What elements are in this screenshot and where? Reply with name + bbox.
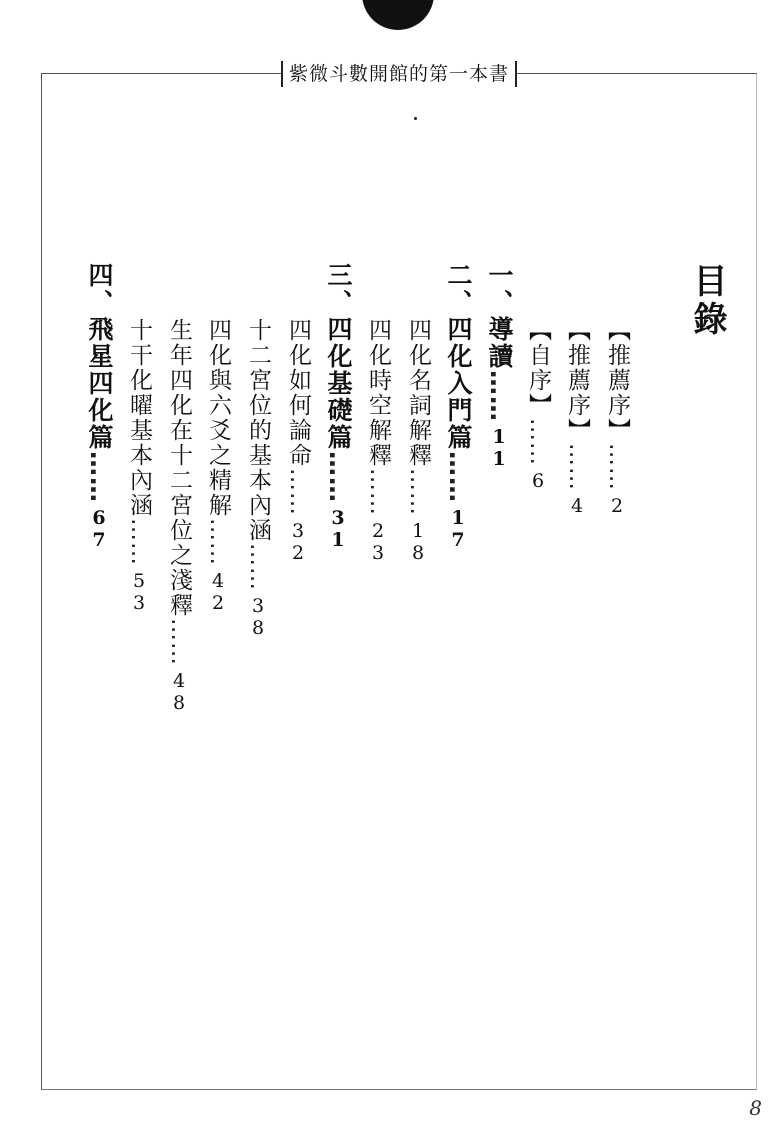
toc-entry-preface[interactable]: [523, 318, 553, 492]
toc-page-number: 48: [168, 670, 190, 714]
toc-page-number: 11: [488, 426, 510, 470]
toc-entry-section[interactable]: [363, 318, 393, 564]
toc-leader: ……: [604, 443, 630, 491]
toc-entry-label: 四、飛星四化篇: [85, 262, 114, 451]
toc-leader: ……: [245, 543, 271, 591]
toc-leader: ……: [126, 518, 152, 566]
toc-page-number: 67: [88, 507, 110, 551]
toc-leader: ……: [405, 468, 431, 516]
toc-page-number: 6: [527, 470, 549, 492]
toc-leader: ……: [166, 618, 192, 666]
toc-entry-label: 二、四化入門篇: [444, 262, 473, 451]
toc-entry-label: 生年四化在十二宮位之淺釋: [166, 318, 192, 618]
running-header: 紫微斗數開館的第一本書: [281, 61, 517, 87]
toc-entry-section[interactable]: [283, 318, 313, 564]
scan-ink-blot: [362, 0, 434, 30]
toc-entry-label: 【自序】: [525, 318, 551, 418]
toc-leader: ……: [205, 518, 231, 566]
toc-entry-label: 【推薦序】: [564, 318, 590, 443]
toc-entry-section[interactable]: [164, 318, 194, 714]
toc-page-number: 42: [207, 570, 229, 614]
toc-page-number: 18: [407, 520, 429, 564]
toc-page-number: 32: [287, 520, 309, 564]
toc-entry-section[interactable]: [203, 318, 233, 614]
toc-entry-label: 十二宮位的基本內涵: [245, 318, 271, 543]
toc-entry-label: 【推薦序】: [604, 318, 630, 443]
toc-entry-label: 一、導讀: [485, 262, 514, 370]
page-number: 8: [749, 1096, 762, 1120]
toc-leader: ……: [525, 418, 551, 466]
toc-entry-label: 三、四化基礎篇: [324, 262, 353, 451]
toc-entry-label: 四化如何論命: [285, 318, 311, 468]
toc-leader: ……: [444, 451, 473, 503]
toc-entry-section[interactable]: [243, 318, 273, 639]
toc-entry-label: 四化名詞解釋: [405, 318, 431, 468]
toc-page-number: 53: [128, 570, 150, 614]
toc-page-number: 31: [327, 507, 349, 551]
scan-speck: [414, 117, 417, 120]
toc-title: 目錄: [687, 263, 727, 339]
toc-entry-chapter-2[interactable]: [443, 262, 473, 551]
toc-entry-recommend-2[interactable]: [562, 318, 592, 517]
toc-leader: ……: [365, 468, 391, 516]
toc-entry-recommend-1[interactable]: [602, 318, 632, 517]
toc-entry-label: 十干化曜基本內涵: [126, 318, 152, 518]
toc-leader: ……: [85, 451, 114, 503]
toc-page-number: 23: [367, 520, 389, 564]
toc-entry-chapter-1[interactable]: [484, 262, 514, 470]
toc-entry-label: 四化與六爻之精解: [205, 318, 231, 518]
toc-leader: ……: [485, 370, 514, 422]
toc-entry-section[interactable]: [124, 318, 154, 614]
toc-leader: ……: [324, 451, 353, 503]
toc-entry-chapter-3[interactable]: [323, 262, 353, 551]
toc-page-number: 38: [247, 595, 269, 639]
toc-page-number: 2: [606, 495, 628, 517]
toc-page-number: 4: [566, 495, 588, 517]
toc-entry-label: 四化時空解釋: [365, 318, 391, 468]
toc-leader: ……: [285, 468, 311, 516]
toc-entry-chapter-4[interactable]: [84, 262, 114, 551]
toc-page-number: 17: [447, 507, 469, 551]
toc-leader: ……: [564, 443, 590, 491]
toc-entry-section[interactable]: [403, 318, 433, 564]
